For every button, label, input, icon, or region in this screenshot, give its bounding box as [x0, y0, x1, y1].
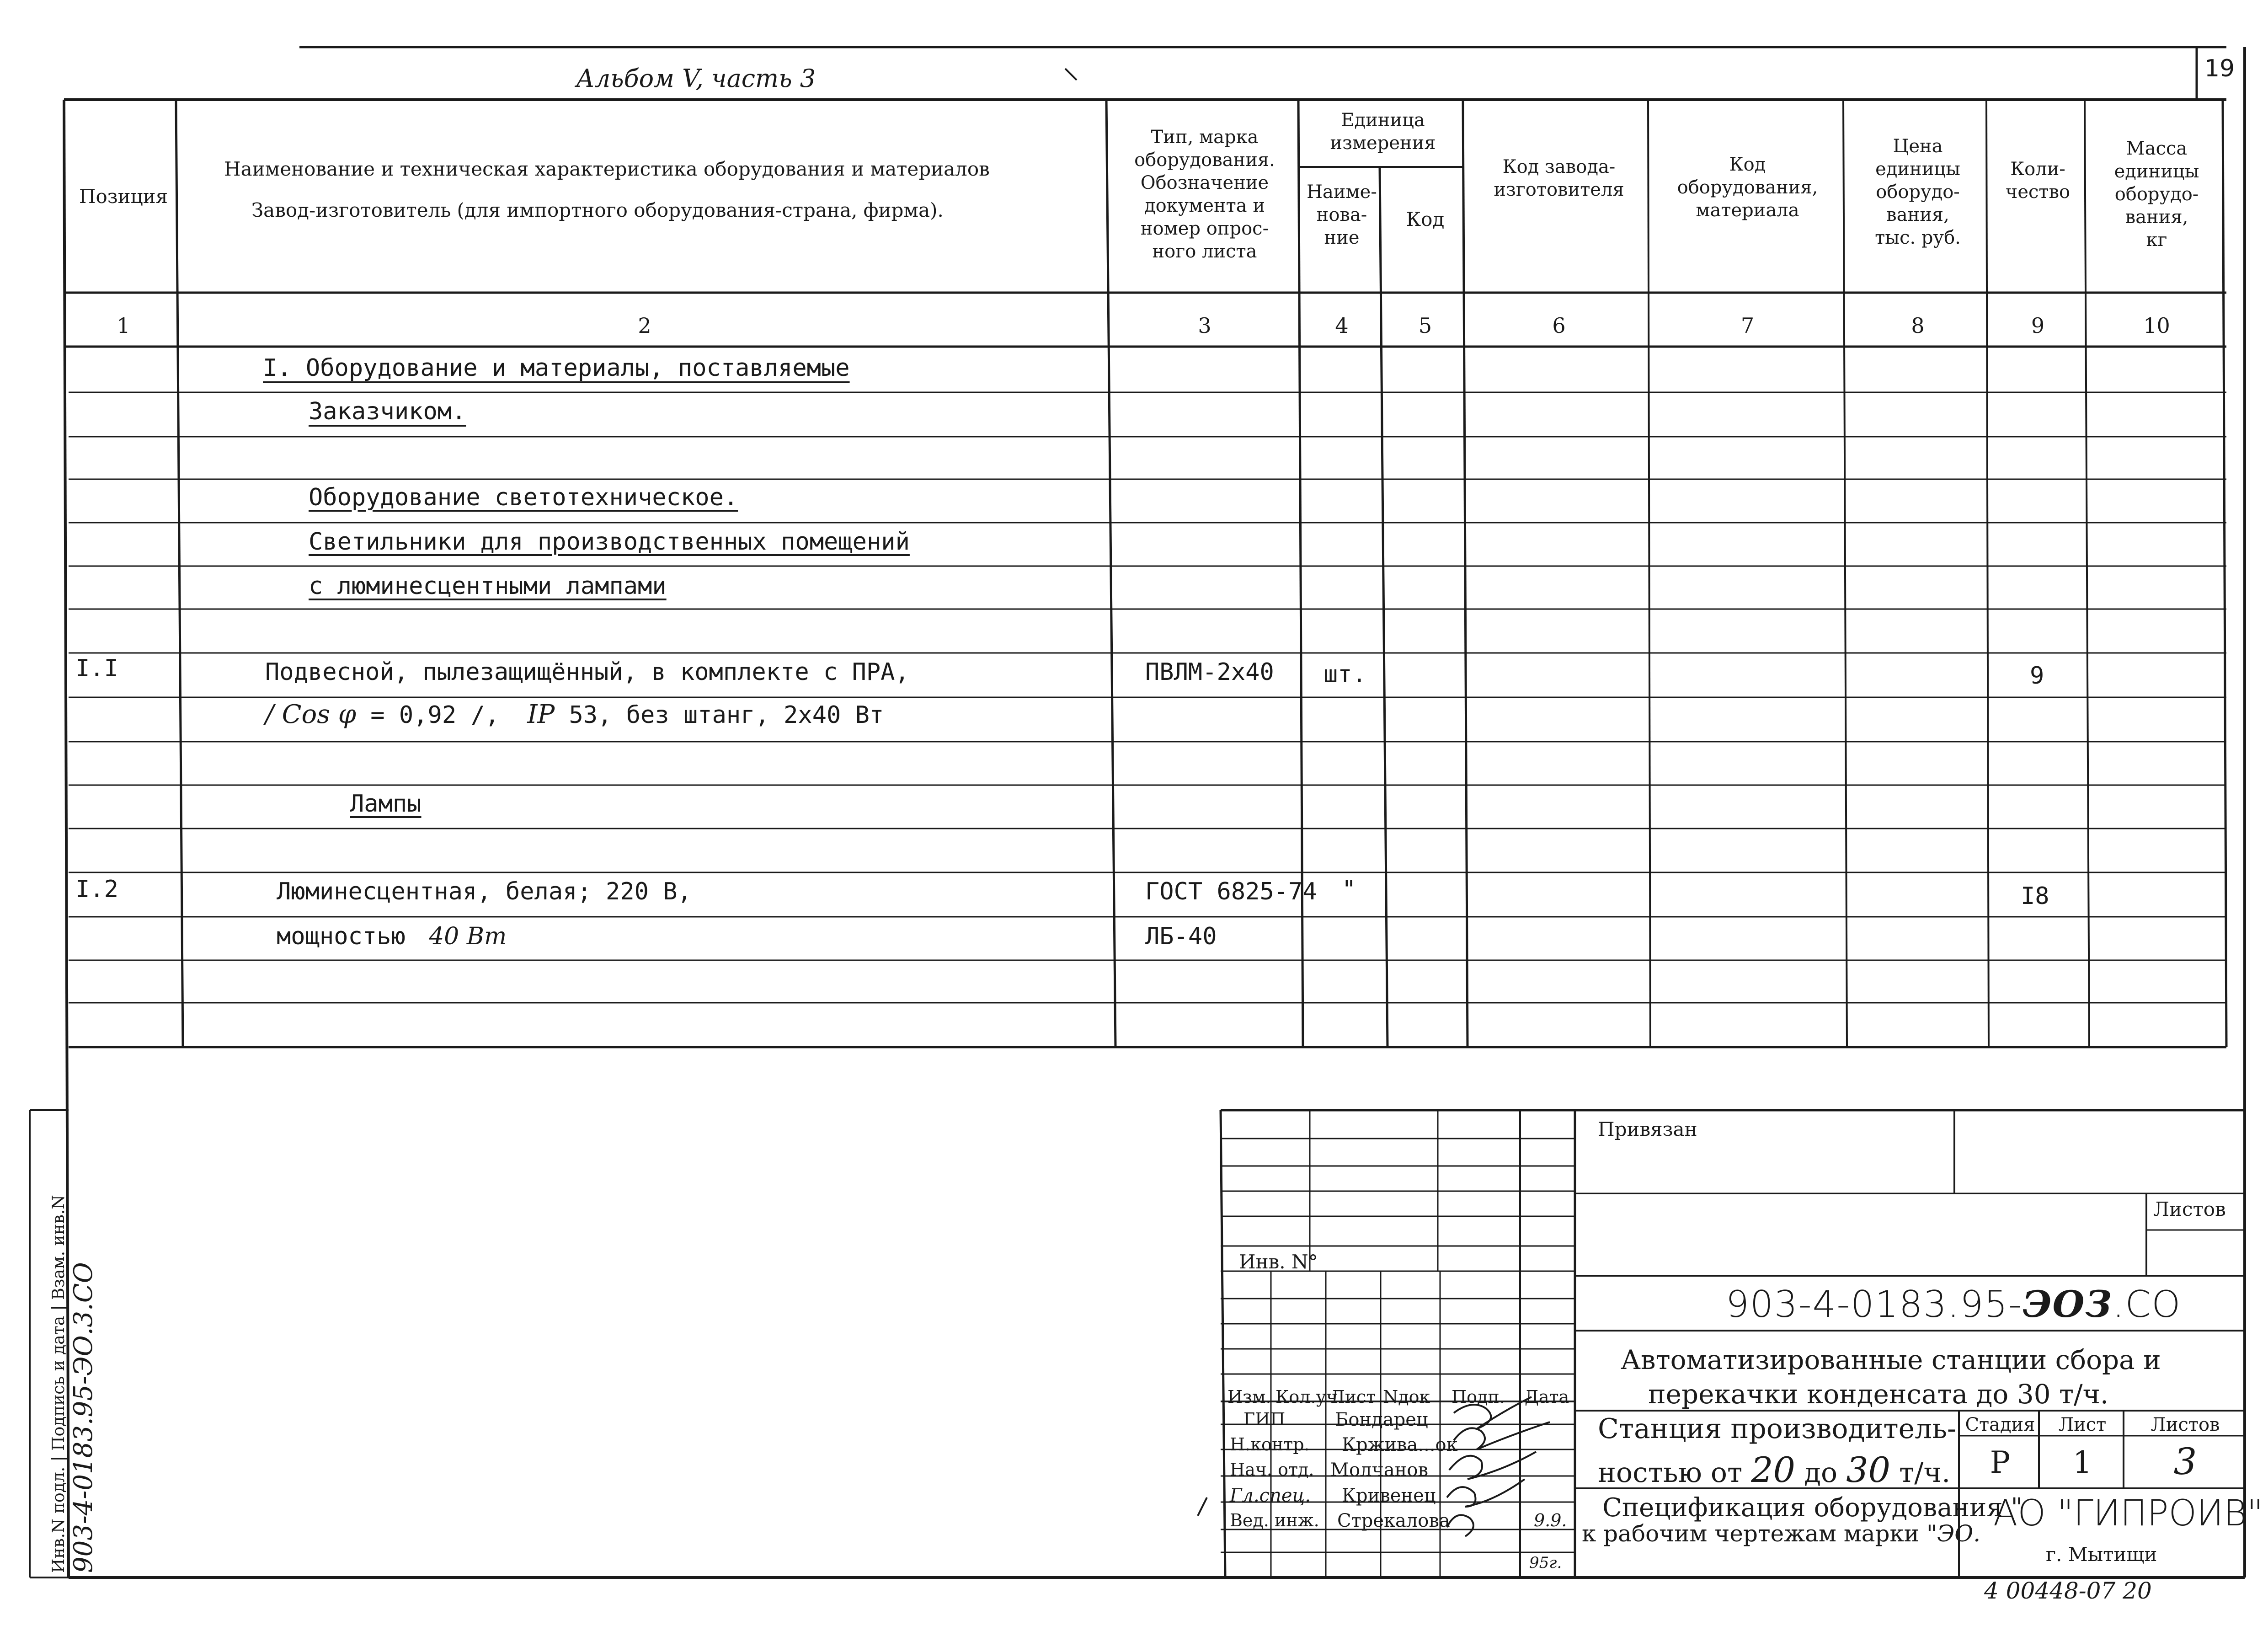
col-number: 10: [2143, 313, 2170, 338]
item-type: ГОСТ 6825-74: [1145, 878, 1317, 905]
margin-stamp-code: 903-4-0183.95-ЭО.3.CO: [69, 1262, 98, 1573]
group-subtitle-cont: с люминесцентными лампами: [309, 572, 667, 600]
item-position: I.2: [75, 876, 118, 903]
project-title: Автоматизированные станции сбора и: [1621, 1344, 2161, 1375]
col-number: 1: [117, 313, 130, 338]
role-head-dept: Нач. отд.: [1230, 1460, 1314, 1480]
item-name: Люминесцентная, белая; 220 В,: [277, 878, 692, 905]
sheet-label: Лист: [2058, 1414, 2107, 1435]
header-position: Позиция: [79, 185, 168, 208]
col-number: 4: [1335, 313, 1349, 338]
section-title: I. Оборудование и материалы, поставляемые: [263, 354, 850, 382]
sign-date-year: 95г.: [1529, 1554, 1562, 1572]
document-code: 903-4-0183.95-ЭОЗ.CO: [1726, 1283, 2182, 1326]
col-number: 6: [1552, 313, 1566, 338]
page-number: 19: [2204, 55, 2235, 82]
signer-name: Бондарец: [1335, 1409, 1428, 1430]
rev-header: Подп.: [1452, 1387, 1505, 1407]
city: г. Мытищи: [2046, 1543, 2157, 1566]
sheet-value: 1: [2073, 1445, 2092, 1480]
rev-header: Изм.: [1227, 1387, 1271, 1407]
spec-title: Спецификация оборудования ": [1602, 1493, 2023, 1523]
header-equipment-code: Код оборудования, материала: [1677, 154, 1818, 221]
station-title-cont: ностью от 20 до 30 т/ч.: [1598, 1449, 1951, 1490]
sign-date: 9.9.: [1534, 1510, 1567, 1530]
signer-name: Стрекалова: [1337, 1510, 1450, 1531]
header-unit-name: Наиме- нова- ние: [1307, 182, 1377, 248]
header-unit: Единица измерения: [1330, 110, 1436, 154]
item-quantity: I8: [2021, 882, 2049, 910]
header-factory-code: Код завода- изготовителя: [1494, 156, 1624, 200]
role-norm-control: Н.контр.: [1230, 1434, 1310, 1454]
col-number: 2: [638, 313, 651, 338]
group-subtitle: Светильники для производственных помещений: [309, 528, 910, 556]
item-name-cont: / Cos φ = 0,92 /, IP 53, без штанг, 2х40 Вт: [265, 700, 884, 729]
album-label: Альбом V, часть 3: [576, 64, 816, 93]
signer-name: Кривенец: [1342, 1485, 1436, 1506]
item-quantity: 9: [2030, 662, 2044, 690]
col-number: 5: [1418, 313, 1432, 338]
group-title: Оборудование светотехническое.: [309, 484, 738, 511]
col-number: 8: [1911, 313, 1925, 338]
role-chief-spec: Гл.спец.: [1230, 1485, 1311, 1506]
item-type: ПВЛМ-2х40: [1145, 658, 1274, 686]
item-unit: ": [1342, 876, 1356, 903]
lamps-heading: Лампы: [350, 790, 422, 818]
organization: АО "ГИПРОИВ": [1993, 1493, 2263, 1534]
header-quantity: Коли- чество: [2005, 159, 2071, 203]
rev-header: Nдок: [1383, 1387, 1430, 1407]
inventory-label: Инв. N°: [1239, 1251, 1318, 1273]
header-type-mark: Тип, марка оборудования. Обозначение документа и номер опрос- ного листа: [1134, 127, 1275, 262]
rev-header: Дата: [1525, 1387, 1569, 1407]
item-name-cont: мощностью 40 Вт: [277, 923, 507, 950]
item-type-cont: ЛБ-40: [1145, 923, 1217, 950]
sheets-label: Листов: [2151, 1414, 2220, 1435]
section-title-cont: Заказчиком.: [309, 398, 466, 425]
col-number: 3: [1198, 313, 1211, 338]
stage-value: Р: [1990, 1445, 2011, 1480]
margin-stamp-labels: Инв.N подл. | Подпись и дата | Взам. инв.N: [49, 1195, 68, 1573]
stage-label: Стадия: [1965, 1414, 2035, 1435]
footer-code: 4 00448-07 20: [1984, 1577, 2152, 1604]
item-position: I.I: [75, 655, 118, 682]
header-name-line2: Завод-изготовитель (для импортного оборудования-страна, фирма).: [251, 199, 944, 221]
rev-header: Кол.уч: [1275, 1387, 1338, 1407]
header-mass: Масса единицы оборудо- вания, кг: [2114, 138, 2199, 251]
header-unit-code: Код: [1406, 208, 1445, 230]
sheets-label-top: Листов: [2153, 1198, 2226, 1220]
header-price: Цена единицы оборудо- вания, тыс. руб.: [1875, 136, 1961, 248]
project-title-cont: перекачки конденсата до 30 т/ч.: [1648, 1379, 2109, 1410]
rev-header: Лист: [1330, 1387, 1376, 1407]
attached-label: Привязан: [1598, 1118, 1697, 1140]
station-title: Станция производитель-: [1598, 1413, 1957, 1445]
sheets-value: 3: [2173, 1440, 2197, 1483]
signer-name: Кржива...ок: [1342, 1434, 1458, 1455]
item-name: Подвесной, пылезащищённый, в комплекте с ПРА,: [265, 658, 909, 686]
item-unit: шт.: [1323, 661, 1366, 688]
header-name-line1: Наименование и техническая характеристика оборудования и материалов: [224, 158, 990, 180]
spec-title-cont: к рабочим чертежам марки "ЭО.: [1582, 1520, 1981, 1547]
col-number: 9: [2031, 313, 2045, 338]
role-chief-engineer: ГИП: [1243, 1409, 1286, 1429]
role-lead-engineer: Вед. инж.: [1230, 1510, 1319, 1530]
signer-name: Молчанов: [1330, 1460, 1429, 1481]
col-number: 7: [1740, 313, 1755, 338]
